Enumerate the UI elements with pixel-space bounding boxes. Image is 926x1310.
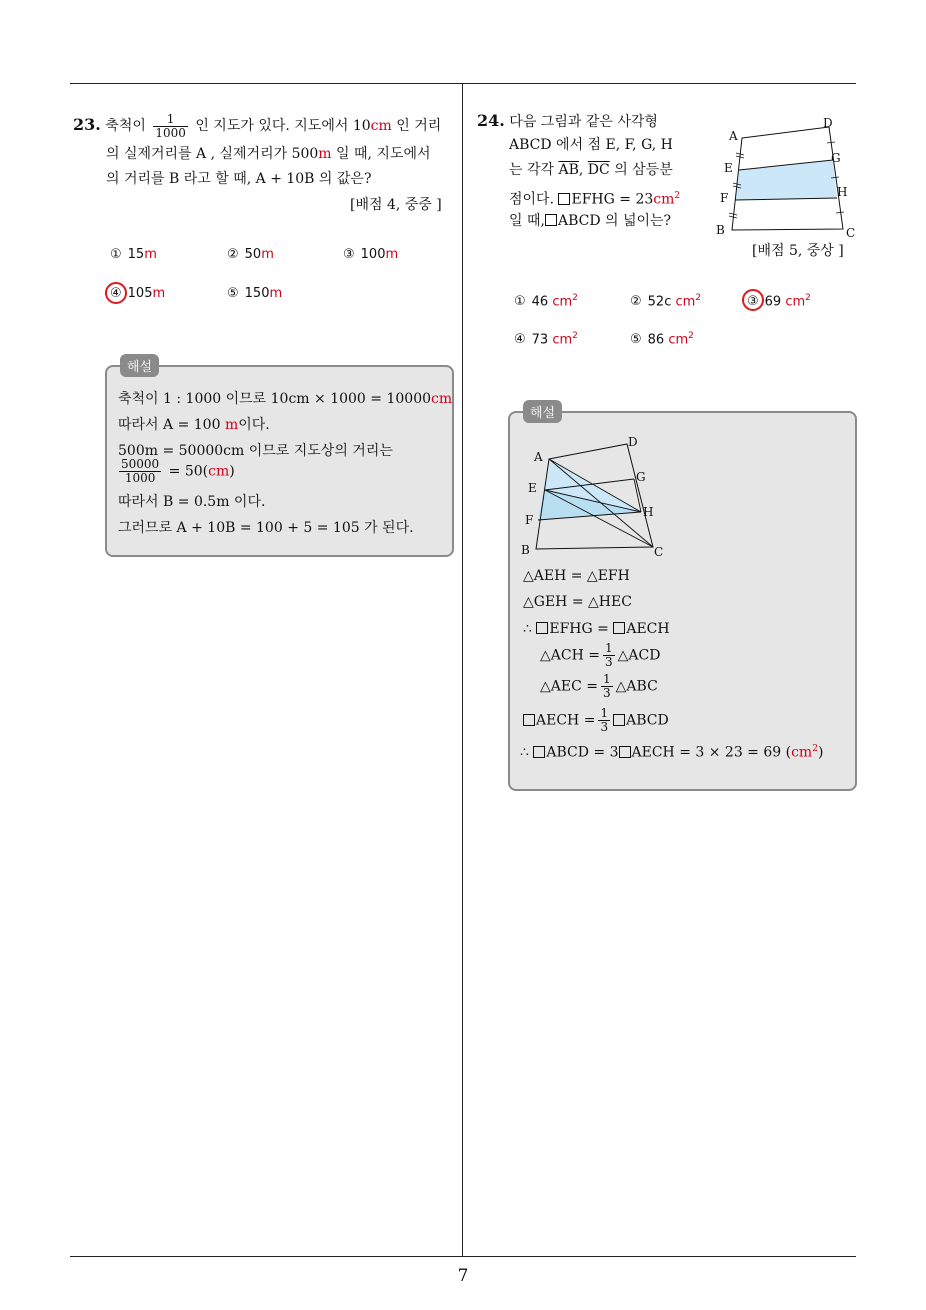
q23-sol-line6: 그러므로 A + 10B = 100 + 5 = 105 가 된다. xyxy=(118,520,414,536)
q24-sol-line1: △AEH = △EFH xyxy=(523,568,630,584)
q24-line1: 24. 다음 그림과 같은 사각형 xyxy=(477,111,658,130)
q23-points: [배점 4, 중중 ] xyxy=(350,197,442,213)
scale-fraction: $\frac{1}{1000}$ xyxy=(155,111,186,140)
q23-line1: 23. 축척이 $\frac{1}{1000}$ 인 지도가 있다. 지도에서 10cm 인 거리 xyxy=(73,111,442,140)
label-d: D xyxy=(823,116,833,130)
q23-choice-5[interactable]: ⑤ 150m xyxy=(227,286,283,301)
q24-choice-1[interactable]: ① 46 $cm^2$ xyxy=(514,293,578,310)
label-f: F xyxy=(525,513,534,527)
label-c: C xyxy=(654,545,664,559)
label-f: F xyxy=(720,191,729,205)
label-a: A xyxy=(534,450,543,464)
label-g: G xyxy=(831,151,841,165)
label-e: E xyxy=(528,481,537,495)
q24-line5: 일 때, ABCD 의 넓이는? xyxy=(509,213,672,229)
q23-sol-line2: 따라서 A = 100 m이다. xyxy=(118,417,270,433)
label-h: H xyxy=(643,505,654,519)
label-b: B xyxy=(716,223,725,237)
column-divider xyxy=(462,83,463,1257)
q23-sol-line4: $\frac{50000}{1000}$ = 50(cm) xyxy=(121,457,235,485)
q24-sol-line5: △AEC = $\frac{1}{3}$ △ABC xyxy=(540,672,658,700)
q23-line2: 의 실제거리를 A , 실제거리가 500m 일 때, 지도에서 xyxy=(106,146,431,162)
q24-solution-tag: 해설 xyxy=(523,400,562,423)
q24-choice-3[interactable]: ③ 69 $cm^2$ xyxy=(747,293,811,310)
label-h: H xyxy=(837,185,848,199)
bottom-rule xyxy=(70,1256,856,1257)
q24-line2: ABCD 에서 점 E, F, G, H xyxy=(509,137,673,153)
answer-circle-mark xyxy=(105,282,127,304)
q23-choice-2[interactable]: ② 50m xyxy=(227,247,274,262)
q24-choice-4[interactable]: ④ 73 $cm^2$ xyxy=(514,331,578,348)
q24-sol-line6: AECH = $\frac{1}{3}$ ABCD xyxy=(523,707,669,734)
q24-sol-line2: △GEH = △HEC xyxy=(523,594,632,610)
label-g: G xyxy=(636,470,646,484)
q24-line4: 점이다. EFHG = $23cm^2$ xyxy=(509,191,681,208)
solution-figure xyxy=(516,432,676,562)
q23-sol-line3: 500m = 50000cm 이므로 지도상의 거리는 xyxy=(118,443,393,459)
q23-choice-3[interactable]: ③ 100m xyxy=(343,247,399,262)
q23-line3: 의 거리를 B 라고 할 때, A + 10B 의 값은? xyxy=(106,171,372,187)
q23-choice-4[interactable]: ④ 105m xyxy=(110,286,166,301)
label-e: E xyxy=(724,161,733,175)
q24-choice-2[interactable]: ② 52c $cm^2$ xyxy=(630,293,702,310)
q24-choice-5[interactable]: ⑤ 86 $cm^2$ xyxy=(630,331,694,348)
q23-sol-line5: 따라서 B = 0.5m 이다. xyxy=(118,494,266,510)
answer-circle-mark xyxy=(742,289,764,311)
q24-points: [배점 5, 중상 ] xyxy=(752,243,844,259)
efhg-shaded-region xyxy=(735,160,837,200)
q24-sol-line4: △ACH = $\frac{1}{3}$ △ACD xyxy=(540,641,661,669)
page-number: 7 xyxy=(457,1266,469,1286)
top-rule xyxy=(70,83,856,84)
q23-sol-line1: 축척이 1 : 1000 이므로 10cm × 1000 = 10000cm xyxy=(118,391,453,407)
label-a: A xyxy=(729,129,738,143)
q24-sol-line3: ∴ EFHG = AECH xyxy=(523,621,670,637)
label-c: C xyxy=(846,226,856,240)
q24-sol-line7: ∴ ABCD = 3 AECH = 3 × 23 = 69 $(cm^2)$ xyxy=(520,744,824,761)
q23-choice-1[interactable]: ① 15m xyxy=(110,247,157,262)
quadrilateral-figure xyxy=(712,110,862,240)
q23-solution-tag: 해설 xyxy=(120,354,159,377)
label-d: D xyxy=(628,435,638,449)
q24-line3: 는 각각 $\overline{AB}$, $\overline{DC}$ 의 삼등분 xyxy=(509,162,673,178)
label-b: B xyxy=(521,543,530,557)
